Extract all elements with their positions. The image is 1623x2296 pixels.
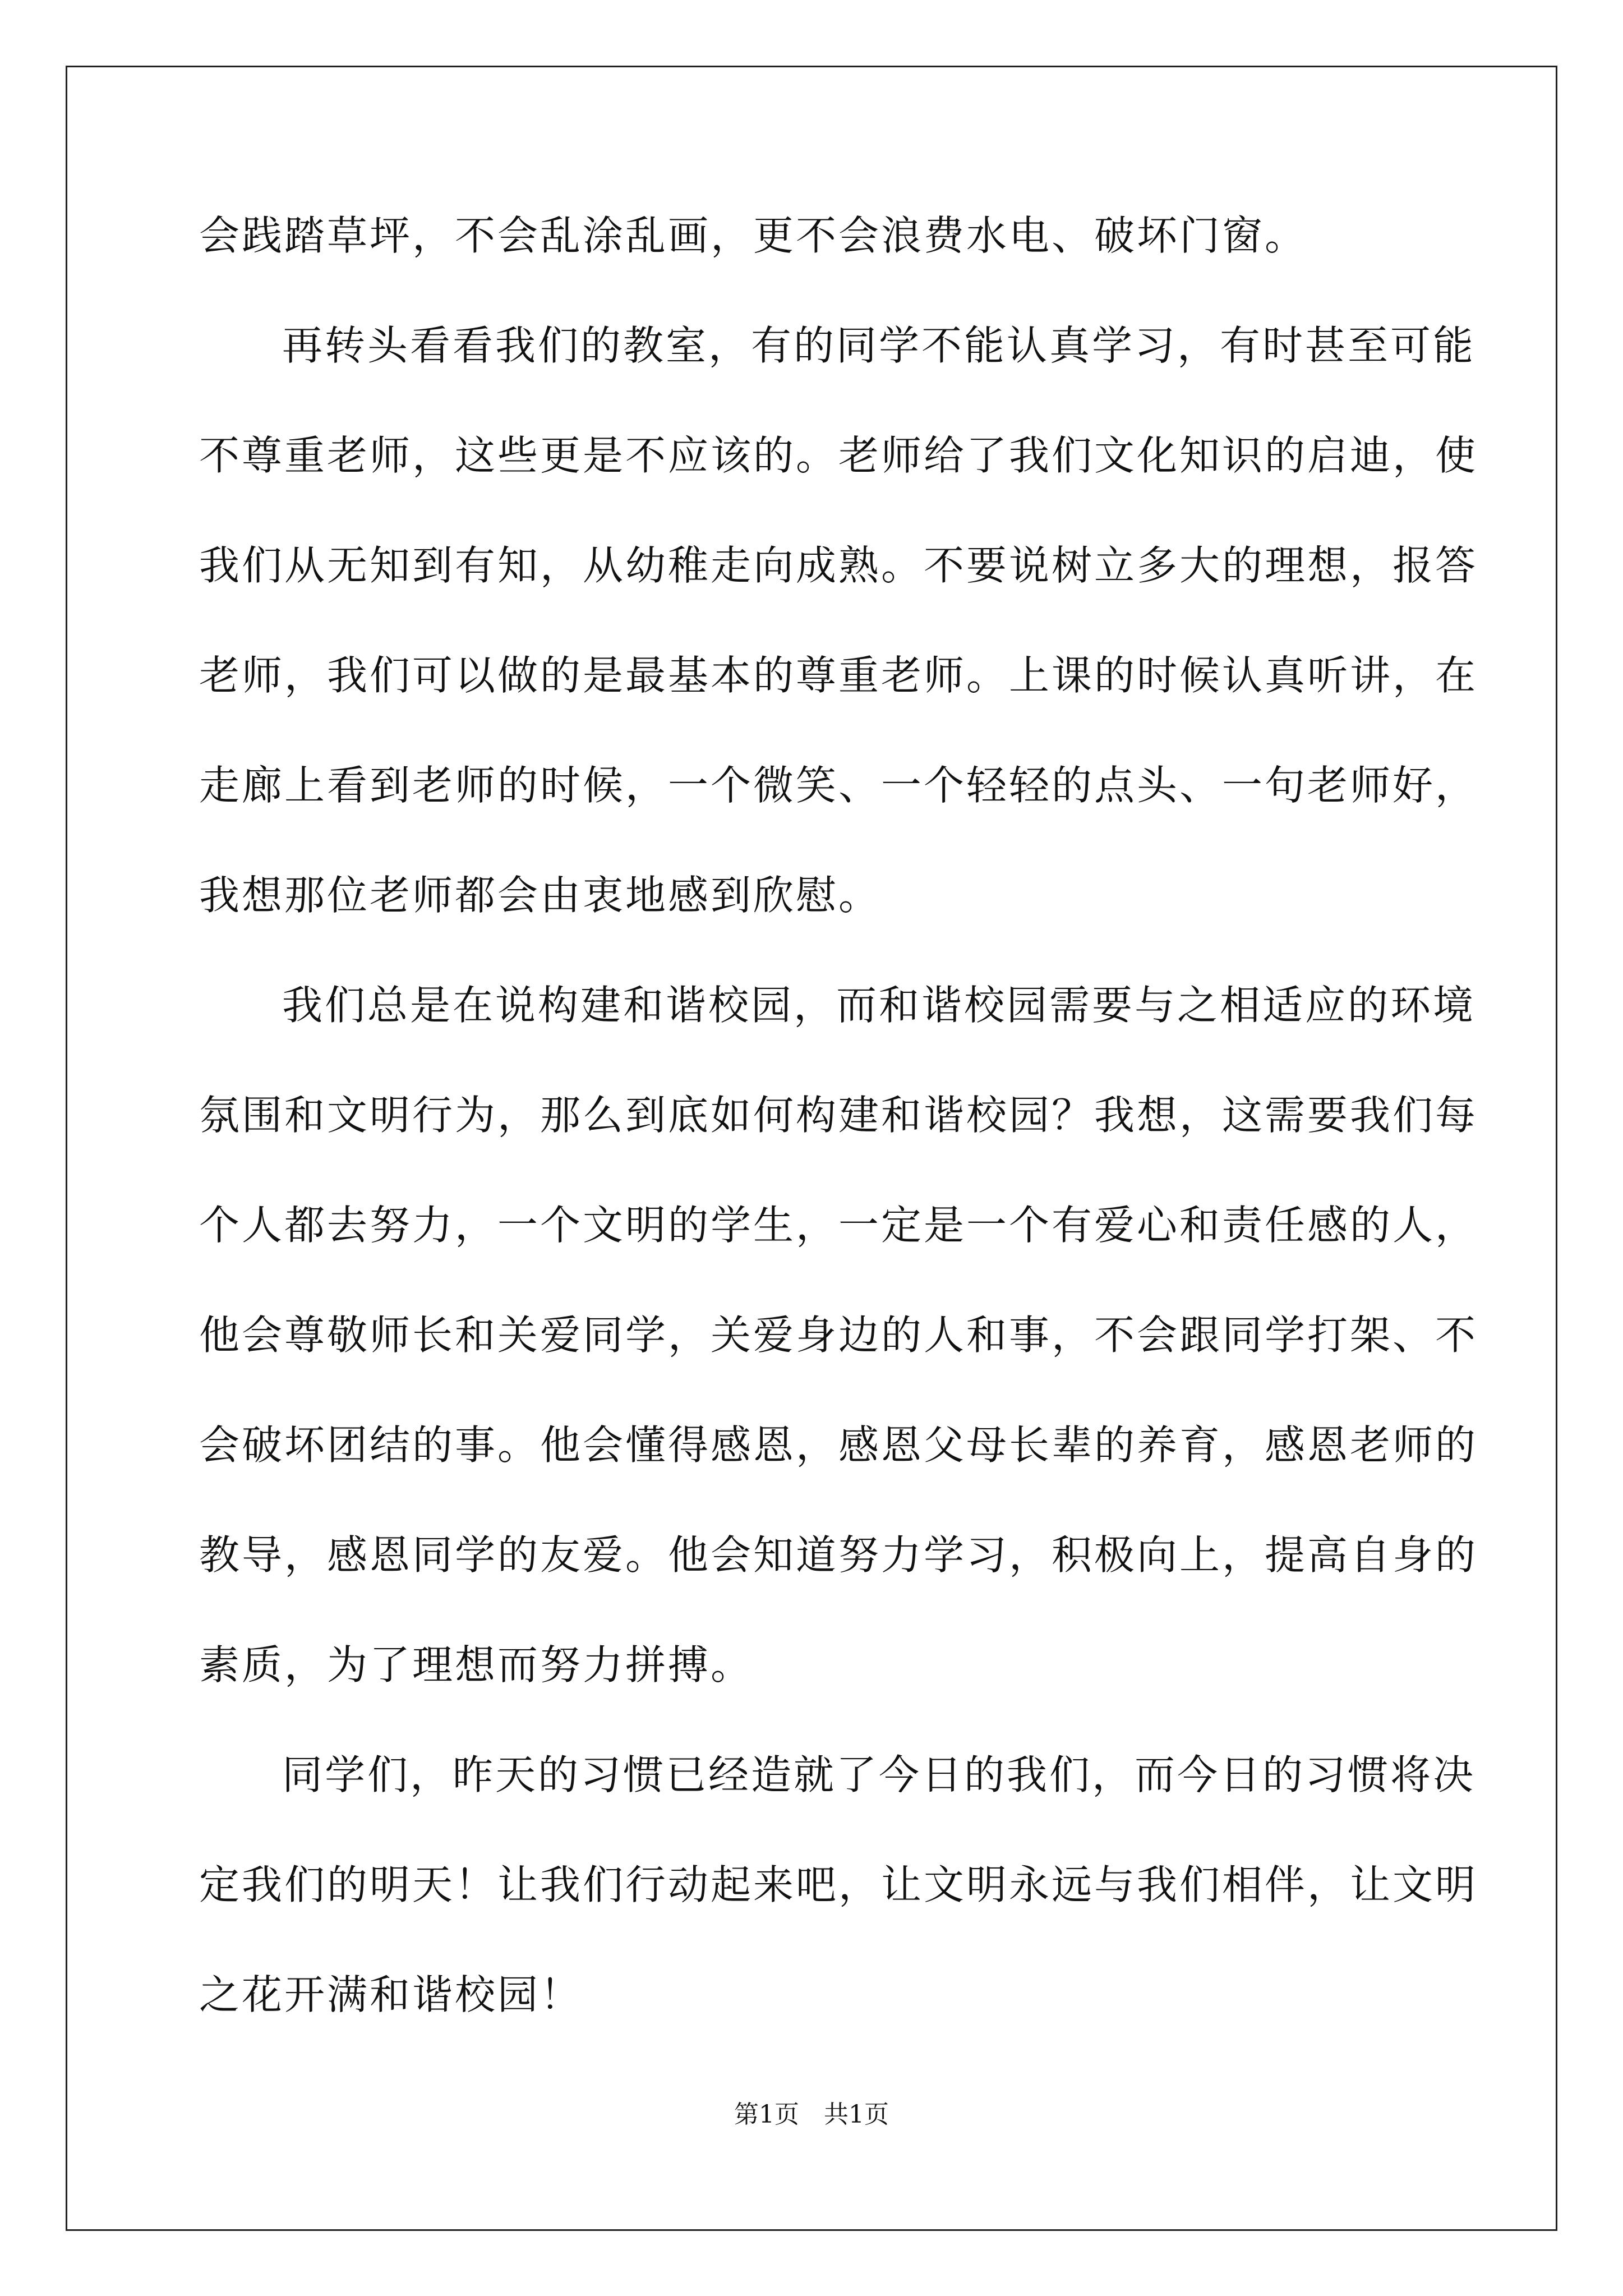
page-number-footer: 第1页 共1页 (734, 2100, 889, 2129)
text-line: 个人都去努力，一个文明的学生，一定是一个有爱心和责任感的人， (199, 1202, 1478, 1249)
text-line: 老师，我们可以做的是最基本的尊重老师。上课的时候认真听讲，在 (199, 652, 1478, 699)
text-line: 教导，感恩同学的友爱。他会知道努力学习，积极向上，提高自身的 (199, 1531, 1478, 1579)
text-line: 不尊重老师，这些更是不应该的。老师给了我们文化知识的启迪，使 (199, 432, 1478, 479)
document-body (199, 202, 1478, 2071)
paragraph-start-line: 同学们，昨天的习惯已经造就了今日的我们，而今日的习惯将决 (282, 1751, 1476, 1798)
text-line: 我们从无知到有知，从幼稚走向成熟。不要说树立多大的理想，报答 (199, 542, 1478, 589)
text-line: 氛围和文明行为，那么到底如何构建和谐校园？我想，这需要我们每 (199, 1092, 1478, 1139)
text-line: 他会尊敬师长和关爱同学，关爱身边的人和事，不会跟同学打架、不 (199, 1312, 1478, 1359)
text-line: 我想那位老师都会由衷地感到欣慰。 (199, 872, 882, 919)
text-line: 定我们的明天！让我们行动起来吧，让文明永远与我们相伴，让文明 (199, 1861, 1478, 1908)
paragraph-start-line: 我们总是在说构建和谐校园，而和谐校园需要与之相适应的环境 (282, 982, 1476, 1029)
text-line: 素质，为了理想而努力拼搏。 (199, 1641, 754, 1688)
paragraph-start-line: 再转头看看我们的教室，有的同学不能认真学习，有时甚至可能 (282, 322, 1476, 369)
text-line: 之花开满和谐校园！ (199, 1971, 583, 2018)
text-line: 会破坏团结的事。他会懂得感恩，感恩父母长辈的养育，感恩老师的 (199, 1421, 1478, 1469)
text-line: 会践踏草坪，不会乱涂乱画，更不会浪费水电、破坏门窗。 (199, 212, 1308, 259)
text-line: 走廊上看到老师的时候，一个微笑、一个轻轻的点头、一句老师好， (199, 762, 1478, 809)
